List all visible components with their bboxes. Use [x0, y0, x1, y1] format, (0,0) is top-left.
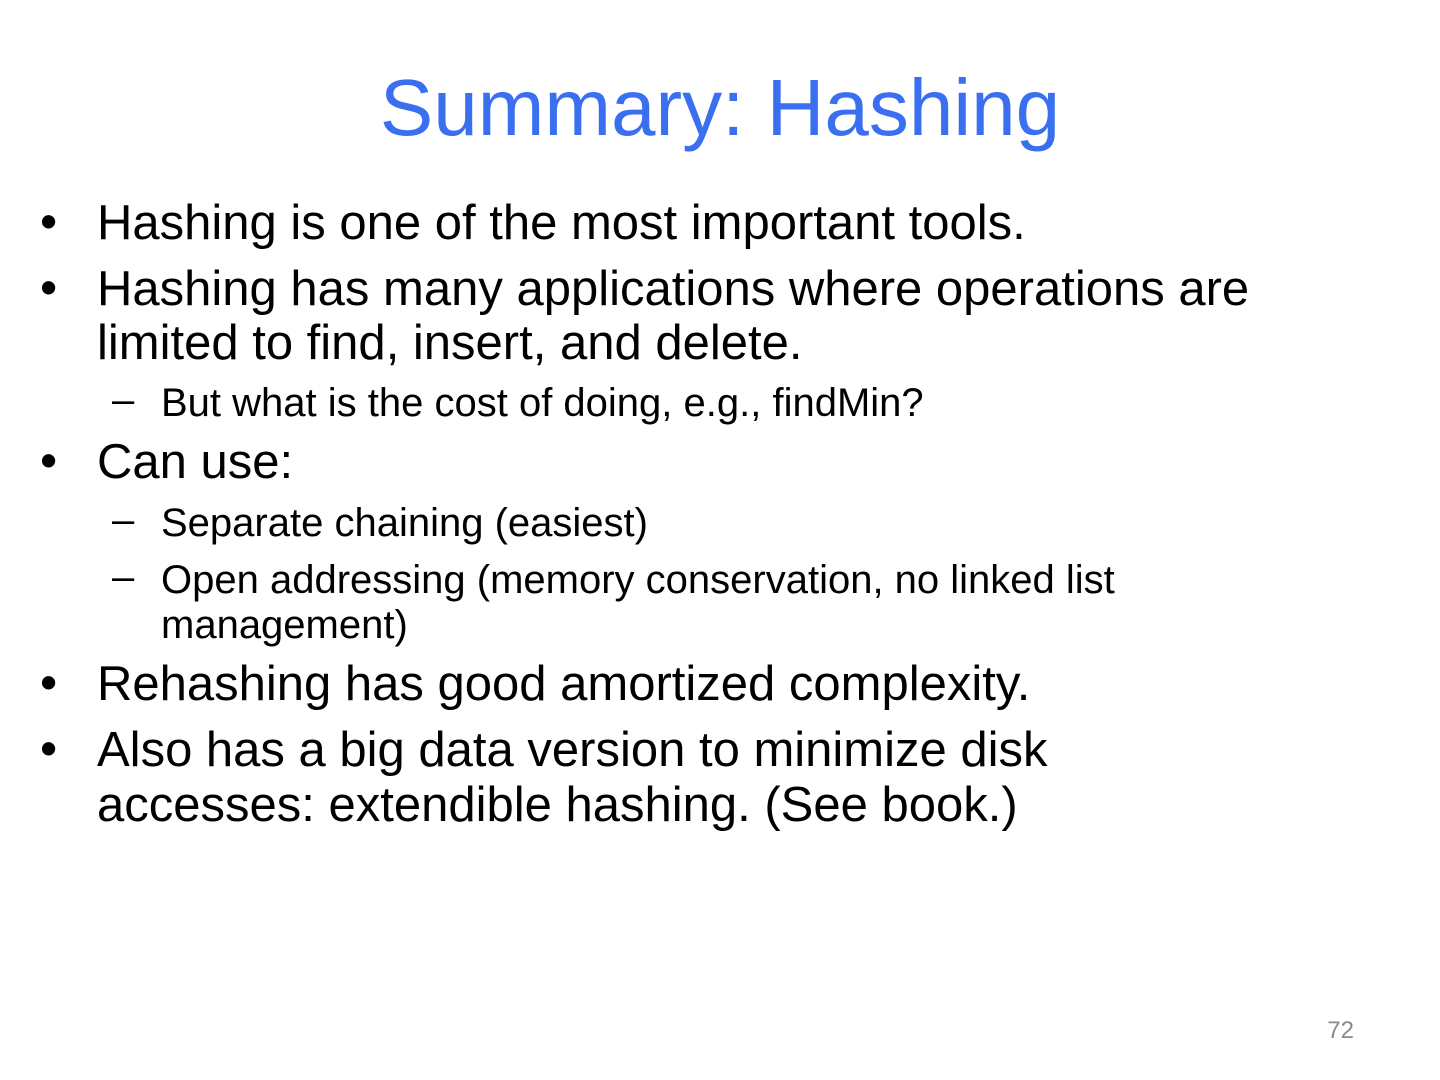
sub-bullet-text: Open addressing (memory conservation, no linked list: [161, 558, 1115, 602]
sub-bullet-text: But what is the cost of doing, e.g., findMin?: [161, 381, 924, 425]
bullet-text: accesses: extendible hashing. (See book.): [97, 778, 1018, 832]
bullet-marker: •: [40, 434, 58, 488]
sub-bullet-text: management): [161, 603, 408, 647]
page-number: 72: [1327, 1017, 1354, 1044]
sub-bullet-marker: –: [112, 498, 135, 542]
slide-title: Summary: Hashing: [379, 63, 1061, 152]
sub-bullet-marker: –: [112, 378, 135, 422]
bullet-text: Also has a big data version to minimize disk: [97, 723, 1048, 777]
sub-bullet-text: Separate chaining (easiest): [161, 501, 648, 545]
bullet-marker: •: [40, 195, 58, 249]
bullet-text: limited to find, insert, and delete.: [97, 316, 803, 370]
bullet-text: Rehashing has good amortized complexity.: [97, 657, 1031, 711]
sub-bullet-marker: –: [112, 555, 135, 599]
bullet-text: Hashing has many applications where operations are: [97, 262, 1250, 316]
bullet-marker: •: [40, 656, 58, 710]
bullet-marker: •: [40, 722, 58, 776]
bullet-marker: •: [40, 261, 58, 315]
bullet-text: Hashing is one of the most important tools.: [97, 196, 1026, 250]
bullet-text: Can use:: [97, 435, 294, 489]
